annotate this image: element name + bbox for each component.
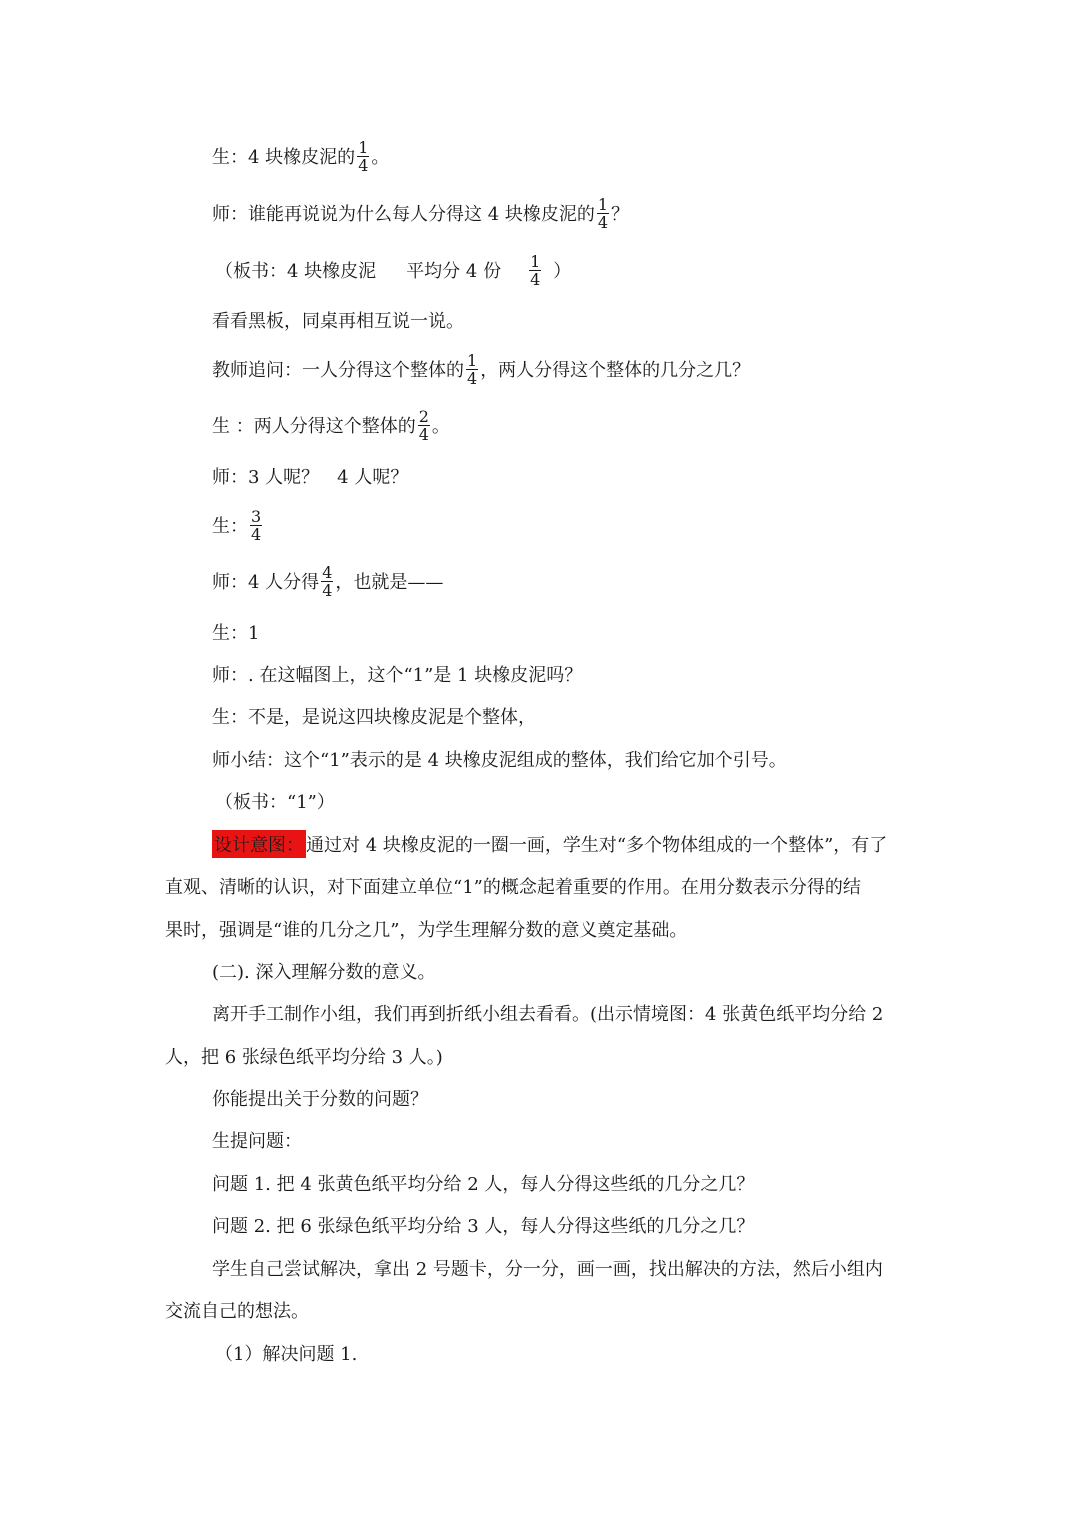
numerator: 1 [358,137,369,157]
paragraph [0,696,1080,736]
denominator: 4 [251,524,262,544]
text: 生：不是，是说这四块橡皮泥是个整体， [212,707,536,728]
paragraph [0,136,1080,176]
fraction [357,139,369,174]
text: （板书：4 块橡皮泥 [215,261,377,282]
text: 直观、清晰的认识，对下面建立单位“1”的概念起着重要的作用。在用分数表示分得的结 [165,877,861,898]
numerator: 1 [597,194,609,214]
text: 平均分 4 份 [406,261,502,282]
numerator: 4 [322,562,333,582]
paragraph [0,739,1080,779]
text: 生提问题： [212,1131,302,1152]
text: 你能提出关于分数的问题？ [212,1089,428,1110]
text: （1）解决问题 1. [215,1344,358,1365]
text: 。 [431,416,450,437]
text: 果时，强调是“谁的几分之几”，为学生理解分数的意义奠定基础。 [165,920,688,941]
paragraph [0,909,1080,949]
text: 看看黑板，同桌再相互说一说。 [212,311,464,332]
text: 生：1 [212,623,260,644]
text: 问题 2. 把 6 张绿色纸平均分给 3 人，每人分得这些纸的几分之几？ [212,1216,755,1237]
text: （板书：“1”） [215,792,335,813]
text: 师：4 人分得 [212,572,320,593]
paragraph [0,781,1080,821]
fraction [529,253,541,288]
denominator: 4 [597,212,609,232]
text: 学生自己尝试解决，拿出 2 号题卡，分一分，画一画，找出解决的方法，然后小组内 [212,1259,883,1280]
denominator: 4 [467,368,478,388]
text: 教师追问：一人分得这个整体的 [212,360,464,381]
paragraph [0,866,1080,906]
paragraph [0,993,1080,1033]
paragraph [0,824,1080,864]
denominator: 4 [358,155,369,175]
text: ，两人分得这个整体的几分之几？ [480,360,751,381]
text: 通过对 4 块橡皮泥的一圈一画，学生对“多个物体组成的一个整体”，有了 [306,835,888,856]
text: 离开手工制作小组，我们再到折纸小组去看看。(出示情境图：4 张黄色纸平均分给 2 [212,1004,884,1025]
numerator: 2 [418,406,429,426]
text: 人，把 6 张绿色纸平均分给 3 人。) [165,1047,443,1068]
fraction [250,508,262,543]
text: 。 [371,147,390,168]
fraction [321,564,333,599]
numerator: 3 [251,506,262,526]
text: 师：. 在这幅图上，这个“1”是 1 块橡皮泥吗？ [212,665,583,686]
text: ？ [611,204,630,225]
denominator: 4 [322,580,333,600]
fraction [466,352,478,387]
paragraph [0,1333,1080,1373]
paragraph [0,1205,1080,1245]
text: 师：3 人呢？ 4 人呢？ [212,467,409,488]
text: 师小结：这个“1”表示的是 4 块橡皮泥组成的整体，我们给它加个引号。 [212,750,787,771]
text: ） [553,261,572,282]
text: 交流自己的想法。 [165,1301,309,1322]
paragraph [0,193,1080,233]
fraction [597,196,609,231]
text: 生： [212,516,248,537]
paragraph [0,1163,1080,1203]
denominator: 4 [530,269,541,289]
paragraph [0,456,1080,496]
paragraph [0,250,1080,290]
numerator: 1 [467,350,478,370]
text: 生 ：两人分得这个整体的 [212,416,416,437]
text: 生：4 块橡皮泥的 [212,147,356,168]
numerator: 1 [530,251,541,271]
paragraph [0,654,1080,694]
fraction [418,408,430,443]
paragraph [0,349,1080,389]
paragraph [0,1120,1080,1160]
paragraph [0,505,1080,545]
text: 师：谁能再说说为什么每人分得这 4 块橡皮泥的 [212,204,595,225]
section-heading [0,951,1080,991]
design-intent-tag: 设计意图： [212,830,306,858]
paragraph [0,300,1080,340]
paragraph [0,612,1080,652]
paragraph [0,1036,1080,1076]
text: 问题 1. 把 4 张黄色纸平均分给 2 人，每人分得这些纸的几分之几？ [212,1174,755,1195]
paragraph [0,561,1080,601]
text: ，也就是—— [335,572,444,593]
paragraph [0,1248,1080,1288]
denominator: 4 [418,424,429,444]
paragraph [0,405,1080,445]
paragraph [0,1290,1080,1330]
paragraph [0,1078,1080,1118]
text: (二). 深入理解分数的意义。 [212,962,436,983]
